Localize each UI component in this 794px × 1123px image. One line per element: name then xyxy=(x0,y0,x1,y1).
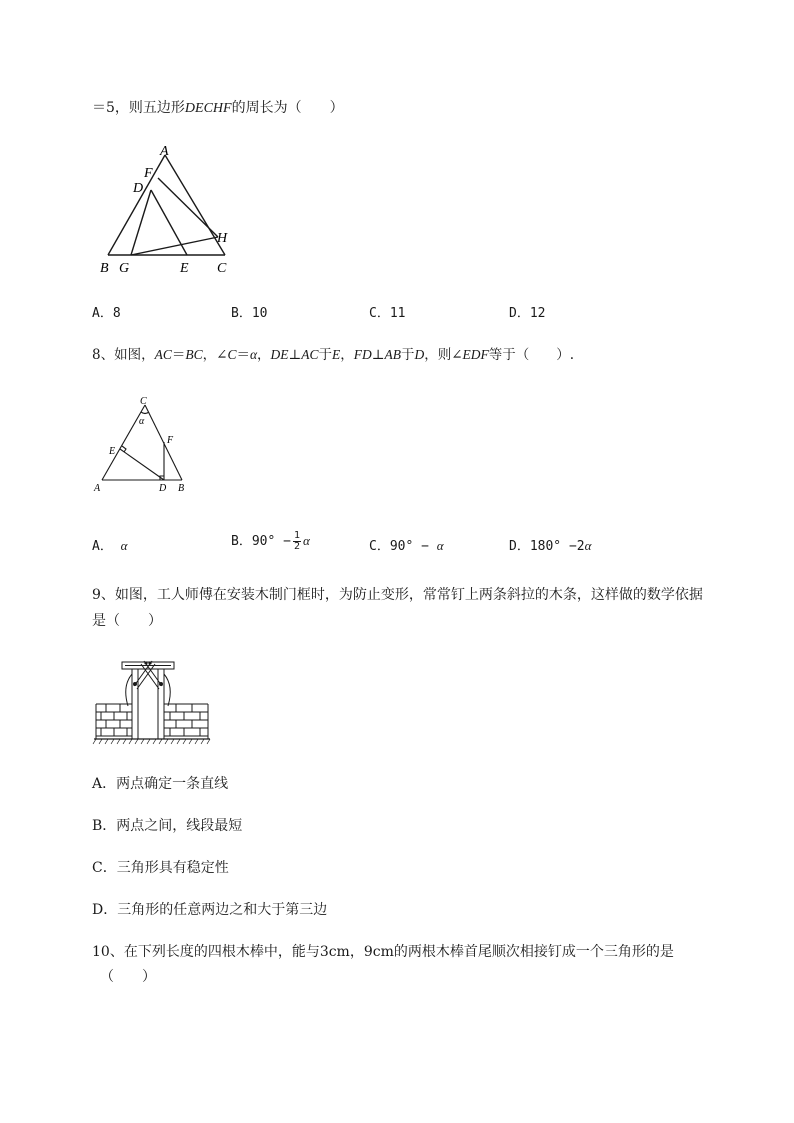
label-alpha: α xyxy=(139,416,145,427)
q7-option-d[interactable]: D．12 xyxy=(509,306,546,321)
label-C: C xyxy=(217,261,227,276)
label-H: H xyxy=(217,231,228,246)
q9-option-d[interactable]: D．三角形的任意两边之和大于第三边 xyxy=(92,902,328,918)
q8-option-d[interactable]: D．180° −2α xyxy=(509,538,592,554)
q8-stem: 8、如图，AC＝BC，∠C＝α，DE⊥AC于E，FD⊥AB于D，则∠EDF等于（ ）. xyxy=(92,347,575,363)
label-F: F xyxy=(144,166,153,181)
label-F: F xyxy=(167,435,174,446)
q8-option-c[interactable]: C．90° − α xyxy=(369,538,444,554)
label-A: A xyxy=(94,483,101,494)
label-B: B xyxy=(100,261,109,276)
door-frame-figure xyxy=(92,656,212,746)
q7-stem: ＝5，则五边形DECHF的周长为（ ） xyxy=(92,100,344,116)
q10-stem-line2: （ ） xyxy=(100,969,156,985)
label-G: G xyxy=(119,261,130,276)
q9-option-c[interactable]: C．三角形具有稳定性 xyxy=(92,860,229,876)
q7-triangle-figure xyxy=(95,140,245,280)
q8-option-a[interactable]: A． α xyxy=(92,538,128,554)
q8-triangle-figure xyxy=(90,392,200,497)
label-C: C xyxy=(140,396,147,407)
q7-option-c[interactable]: C．11 xyxy=(369,306,406,321)
q9-stem-line2: 是（ ） xyxy=(92,613,162,629)
fraction: $\frac{1}{2}$ xyxy=(293,530,300,552)
label-E: E xyxy=(180,261,189,276)
q9-option-a[interactable]: A．两点确定一条直线 xyxy=(92,776,229,792)
label-D: D xyxy=(133,181,144,196)
q9-stem-line1: 9、如图，工人师傅在安装木制门框时，为防止变形，常常钉上两条斜拉的木条，这样做的数学依据 xyxy=(92,587,703,603)
label-E: E xyxy=(109,446,116,457)
label-D: D xyxy=(159,483,167,494)
q7-option-a[interactable]: A．8 xyxy=(92,306,121,321)
q7-option-b[interactable]: B．10 xyxy=(231,306,268,321)
q9-option-b[interactable]: B．两点之间，线段最短 xyxy=(92,818,243,834)
label-B: B xyxy=(178,483,185,494)
q8-option-b[interactable]: B．90° − $\frac{1}{2}$ α xyxy=(231,530,310,552)
label-A: A xyxy=(160,144,169,159)
q10-stem-line1: 10、在下列长度的四根木棒中，能与3cm，9cm的两根木棒首尾顺次相接钉成一个三角形的是 xyxy=(92,944,674,960)
